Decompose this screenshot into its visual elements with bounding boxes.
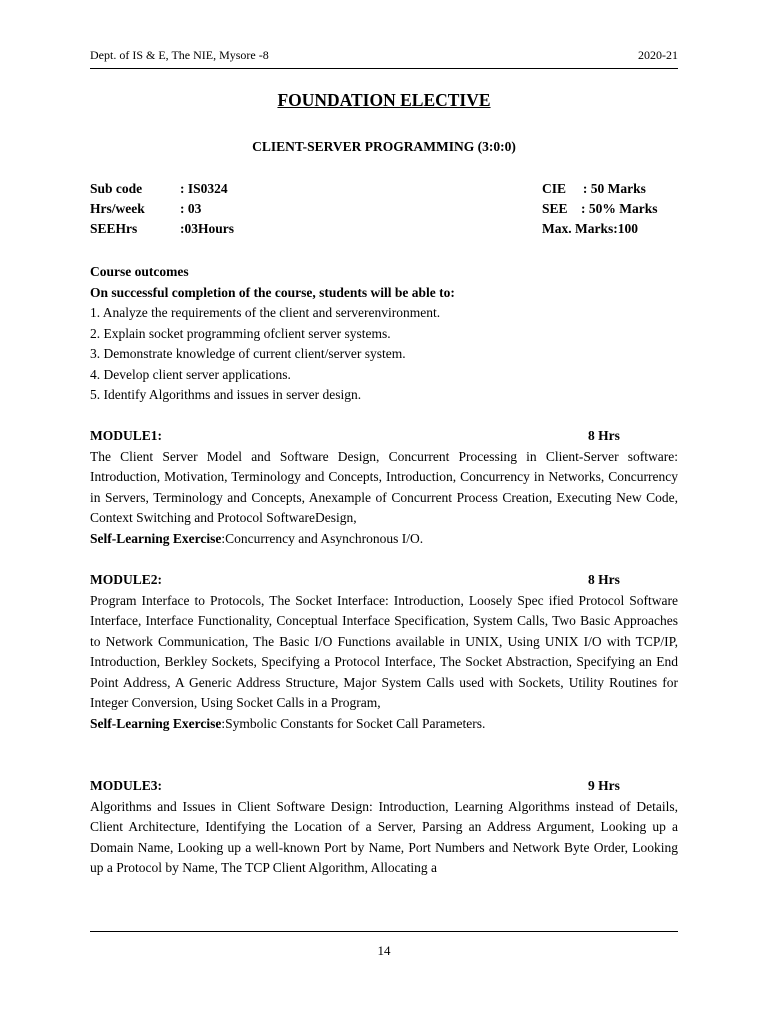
module-section: [90, 426, 678, 549]
info-key: Sub code: [90, 181, 143, 196]
outcome-item: 1. Analyze the requirements of the client and serverenvironment.: [90, 305, 441, 320]
module-hours: 8 Hrs: [588, 572, 620, 587]
course-outcomes: [90, 262, 678, 406]
course-info-row: [90, 181, 678, 199]
course-info-row: [90, 221, 678, 239]
outcome-item: 2. Explain socket programming ofclient server systems.: [90, 325, 391, 341]
sle-text: :Concurrency and Asynchronous I/O.: [221, 530, 424, 546]
outcome-item: 3. Demonstrate knowledge of current client/server system.: [90, 346, 406, 361]
page-number: 14: [377, 943, 391, 958]
info-key: Hrs/week: [90, 201, 145, 216]
sle-label: Self-Learning Exercise: [90, 530, 222, 546]
info-value: :03Hours: [180, 221, 234, 236]
info-value: : IS0324: [180, 181, 228, 196]
module-content: The Client Server Model and Software Design, Concurrent Processing in Client-Server software: Introduction, Motivation, Terminology and Concepts, Introduction, Concurrency in Networks, Concurrency in Servers, Terminology and Concepts, Anexample of Concurrent Process Creation, Executing New Code, Context Switching and Protocol SoftwareDesign,: [90, 448, 678, 525]
module-hours: 9 Hrs: [588, 778, 620, 793]
outcome-item: 5. Identify Algorithms and issues in server design.: [90, 387, 362, 402]
module-content: Algorithms and Issues in Client Software Design: Introduction, Learning Algorithms instead of Details, Client Architecture, Identifying the Location of a Server, Parsing an Address Argument, Looking up a Domain Name, Looking up a well-known Port by Name, Port Numbers and Network Byte Order, Looking up a Protocol by Name, The TCP Client Algorithm, Allocating a: [90, 798, 678, 875]
module-name: MODULE3:: [90, 778, 162, 793]
module-hours: 8 Hrs: [588, 428, 620, 443]
info-marks: SEE : 50% Marks: [542, 201, 658, 216]
running-header: [90, 48, 678, 66]
course-title: CLIENT-SERVER PROGRAMMING (3:0:0): [252, 139, 516, 154]
course-info-row: [90, 201, 678, 219]
self-learning-exercise: [90, 714, 678, 735]
module-name: MODULE1:: [90, 428, 162, 443]
module-heading: [90, 426, 678, 447]
info-marks: Max. Marks:100: [542, 221, 638, 236]
module-heading: [90, 570, 678, 591]
footer-rule: [90, 931, 678, 932]
module-section: [90, 570, 678, 734]
module-name: MODULE2:: [90, 572, 162, 587]
page-title: FOUNDATION ELECTIVE: [277, 90, 491, 110]
module-heading: [90, 776, 678, 797]
header-department: Dept. of IS & E, The NIE, Mysore -8: [90, 48, 269, 62]
info-marks: CIE : 50 Marks: [542, 181, 646, 196]
sle-label: Self-Learning Exercise: [90, 715, 222, 731]
outcomes-intro: On successful completion of the course, students will be able to:: [90, 284, 455, 300]
header-rule: [90, 68, 678, 69]
header-year: 2020-21: [638, 48, 678, 62]
outcome-item: 4. Develop client server applications.: [90, 366, 291, 382]
module-content: Program Interface to Protocols, The Socket Interface: Introduction, Loosely Spec ified Protocol Software Interface, Interface Functionality, Conceptual Interface Specification, System Calls, Two Basic Approaches to Network Communication, The Basic I/O Functions available in UNIX, Using UNIX I/O with TCP/IP, Introduction, Berkley Sockets, Specifying a Protocol Interface, The Socket Abstraction, Specifying an End Point Address, A Generic Address Structure, Major System Calls used with Sockets, Utility Routines for Integer Conversion, Using Socket Calls in a Program,: [90, 592, 678, 710]
module-section: [90, 776, 678, 879]
sle-text: :Symbolic Constants for Socket Call Parameters.: [221, 715, 486, 731]
info-key: SEEHrs: [90, 221, 138, 236]
info-value: : 03: [180, 201, 202, 216]
outcomes-heading: Course outcomes: [90, 264, 189, 279]
self-learning-exercise: [90, 529, 678, 550]
